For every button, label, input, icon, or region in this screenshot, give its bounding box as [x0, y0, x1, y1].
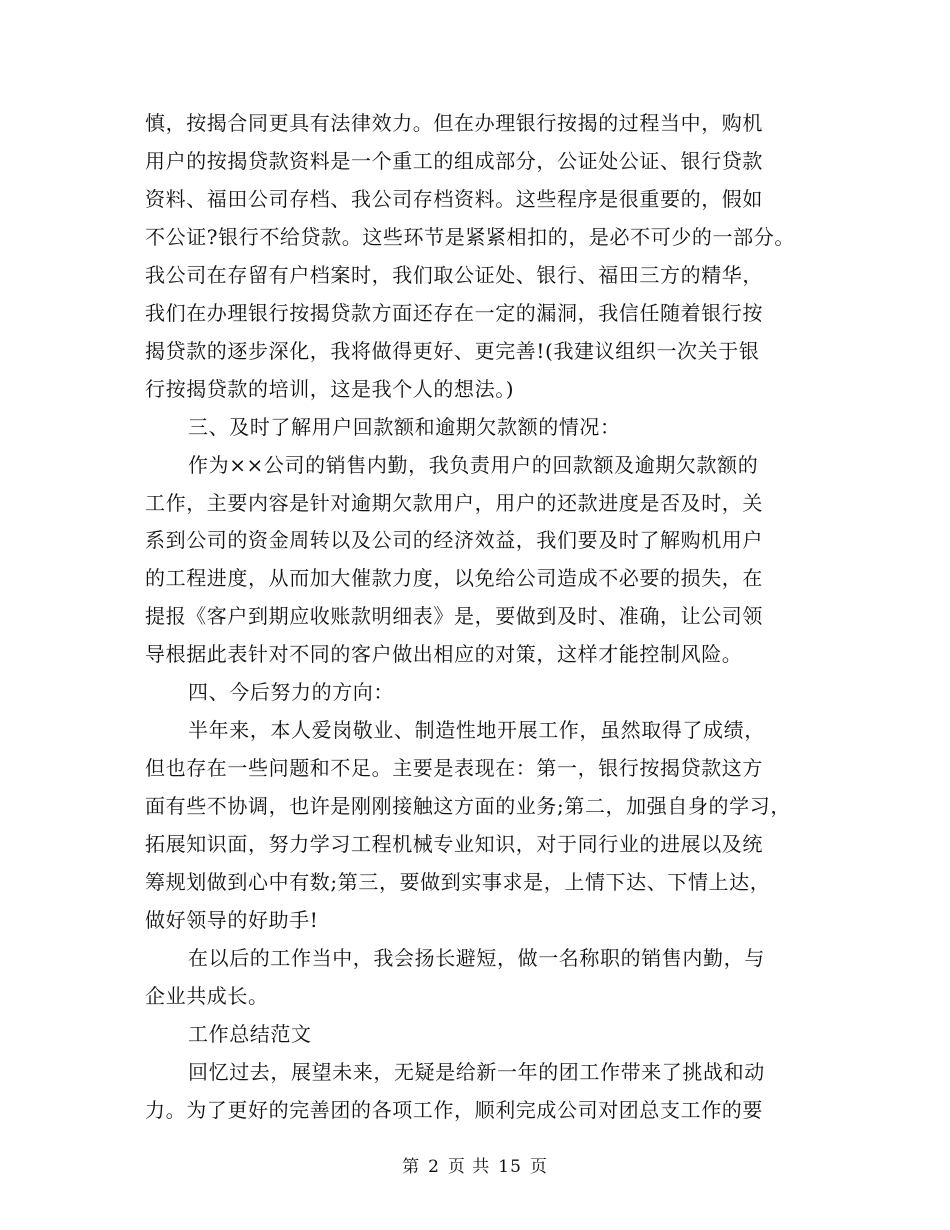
- text-line: 系到公司的资金周转以及公司的经济效益，我们要及时了解购机用户: [145, 528, 763, 553]
- text-line: 资料、福田公司存档、我公司存档资料。这些程序是很重要的，假如: [145, 186, 763, 211]
- text-line: 企业共成长。: [145, 983, 269, 1008]
- text-line: 工作，主要内容是针对逾期欠款用户，用户的还款进度是否及时，关: [145, 490, 763, 515]
- text-line: 提报《客户到期应收账款明细表》是，要做到及时、准确，让公司领: [145, 604, 763, 629]
- text-line: 力。为了更好的完善团的各项工作，顺利完成公司对团总支工作的要: [145, 1097, 763, 1122]
- text-line: 我们在办理银行按揭贷款方面还存在一定的漏洞，我信任随着银行按: [145, 300, 763, 325]
- text-line: 筹规划做到心中有数;第三，要做到实事求是，上情下达、下情上达，: [145, 870, 771, 894]
- text-line: 揭贷款的逐步深化，我将做得更好、更完善!(我建议组织一次关于银: [145, 338, 760, 363]
- text-line: 但也存在一些问题和不足。主要是表现在：第一，银行按揭贷款这方: [145, 756, 763, 781]
- footer-suffix: 页: [529, 1157, 548, 1177]
- text-line: 拓展知识面，努力学习工程机械专业知识，对于同行业的进展以及统: [145, 832, 763, 857]
- text-line: 我公司在存留有户档案时，我们取公证处、银行、福田三方的精华，: [145, 262, 763, 287]
- text-line: 面有些不协调，也许是刚刚接触这方面的业务;第二，加强自身的学习，: [145, 794, 791, 819]
- text-line: 回忆过去，展望未来，无疑是给新一年的团工作带来了挑战和动: [188, 1059, 765, 1084]
- text-line: 四、今后努力的方向：: [188, 680, 394, 705]
- text-line: 工作总结范文: [188, 1021, 312, 1046]
- footer-current-page: 2: [428, 1157, 440, 1177]
- text-line: 做好领导的好助手!: [145, 907, 319, 932]
- text-line: 在以后的工作当中，我会扬长避短，做一名称职的销售内勤，与: [188, 945, 765, 970]
- text-line: 作为××公司的销售内勤，我负责用户的回款额及逾期欠款额的: [188, 452, 759, 477]
- footer-total-pages: 15: [498, 1157, 522, 1177]
- text-line: 导根据此表针对不同的客户做出相应的对策，这样才能控制风险。: [145, 642, 743, 667]
- footer-prefix: 第: [402, 1157, 421, 1177]
- text-line: 行按揭贷款的培训，这是我个人的想法。): [145, 376, 515, 401]
- footer-middle: 页 共: [447, 1157, 491, 1177]
- text-line: 用户的按揭贷款资料是一个重工的组成部分，公证处公证、银行贷款: [145, 148, 763, 173]
- text-line: 的工程进度，从而加大催款力度，以免给公司造成不必要的损失，在: [145, 566, 763, 591]
- text-line: 不公证?银行不给贷款。这些环节是紧紧相扣的，是必不可少的一部分。: [145, 224, 795, 249]
- text-line: 三、及时了解用户回款额和逾期欠款额的情况：: [188, 414, 621, 439]
- text-line: 半年来，本人爱岗敬业、制造性地开展工作，虽然取得了成绩，: [188, 718, 765, 743]
- text-line: 慎，按揭合同更具有法律效力。但在办理银行按揭的过程当中，购机: [145, 111, 763, 135]
- page-footer: [0, 1152, 950, 1177]
